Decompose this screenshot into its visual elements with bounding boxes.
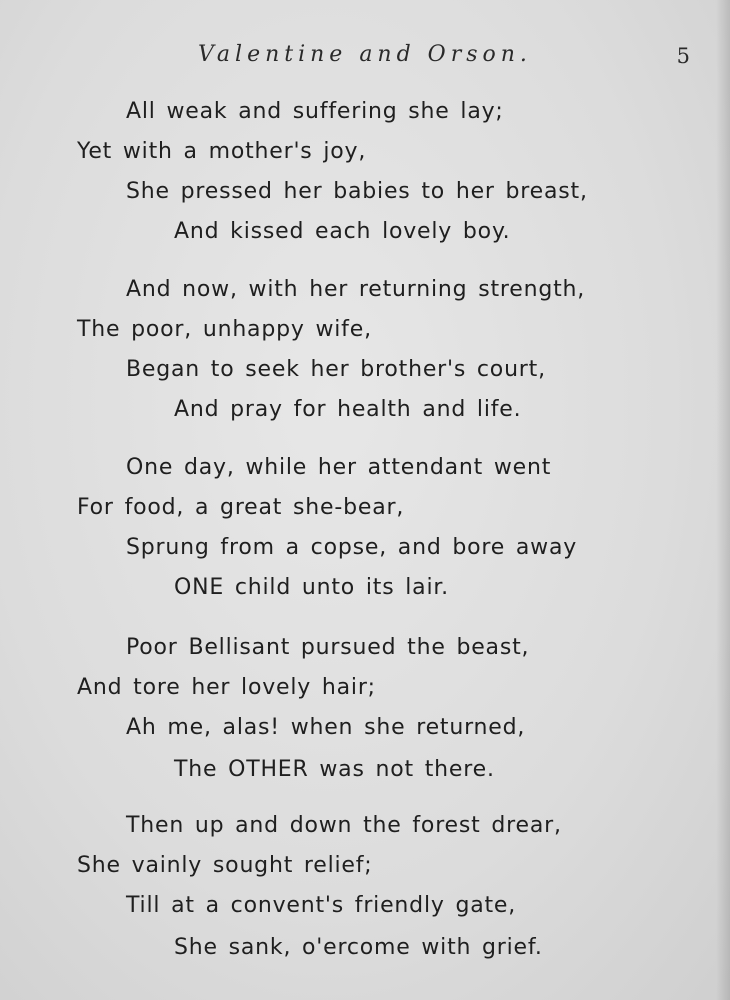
poem-line: Poor Bellisant pursued the beast, <box>126 635 530 660</box>
poem-line: And tore her lovely hair; <box>77 675 376 700</box>
poem-line: She vainly sought relief; <box>77 853 373 878</box>
poem-line: And now, with her returning strength, <box>126 277 586 302</box>
poem-line: And kissed each lovely boy. <box>174 219 511 244</box>
page-number: 5 <box>676 44 690 68</box>
poem-line: The poor, unhappy wife, <box>77 317 372 342</box>
poem-line: Ah me, alas! when she returned, <box>126 715 526 740</box>
poem-line: The OTHER was not there. <box>174 757 495 782</box>
poem-line: Till at a convent's friendly gate, <box>126 893 517 918</box>
poem-line: All weak and suffering she lay; <box>126 99 504 124</box>
poem-line: Yet with a mother's joy, <box>77 139 367 164</box>
poem-line: For food, a great she-bear, <box>77 495 405 520</box>
poem-line: ONE child unto its lair. <box>174 575 449 600</box>
poem-line: She sank, o'ercome with grief. <box>174 935 543 960</box>
poem-line: Sprung from a copse, and bore away <box>126 535 578 560</box>
running-header-title: Valentine and Orson. <box>198 42 532 67</box>
poem-line: She pressed her babies to her breast, <box>126 179 588 204</box>
poem-line: Began to seek her brother's court, <box>126 357 546 382</box>
poem-line: Then up and down the forest drear, <box>126 813 562 838</box>
poem-line: One day, while her attendant went <box>126 455 552 480</box>
poem-line: And pray for health and life. <box>174 397 522 422</box>
